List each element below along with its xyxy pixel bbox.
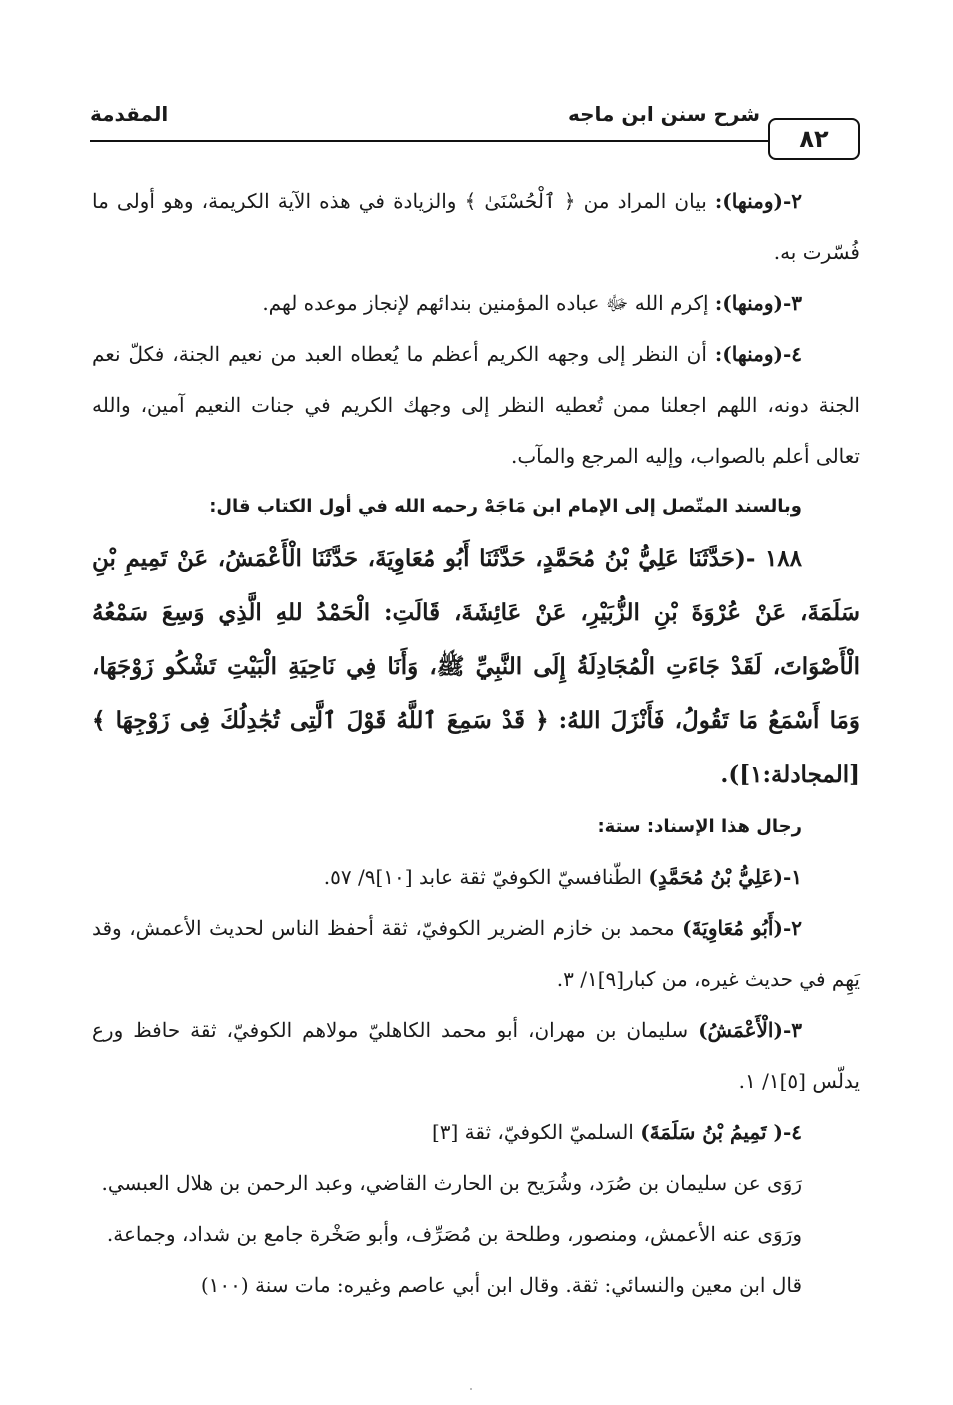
narrator-1 xyxy=(92,852,860,903)
page-body xyxy=(92,176,860,1311)
narrator-4 xyxy=(92,1107,860,1158)
header-rule xyxy=(90,140,860,142)
narrator-2 xyxy=(92,903,860,1005)
narrator-name: ١-(عَلِيُّ بْنُ مُحَمَّدٍ) xyxy=(648,865,802,889)
book-title: شرح سنن ابن ماجه xyxy=(567,102,760,126)
hadith-body: ١٨٨ -(حَدَّثَنَا عَلِيُّ بْنُ مُحَمَّدٍ، حَدَّثَنَا أَبُو مُعَاوِيَةَ، حَدَّثَنَا الْأَعْمَشُ، عَنْ تَمِيمِ بْنِ سَلَمَةَ، عَنْ عُرْوَةَ بْنِ الزُّبَيْرِ، عَنْ عَائِشَةَ، قَالَتِ: الْحَمْدُ للهِ الَّذِي وَسِعَ سَمْعُهُ الْأَصْوَاتَ، لَقَدْ جَاءَتِ الْمُجَادِلَةُ إِلَى النَّبِيِّ ﷺ، وَأَنَا فِي نَاحِيَةِ الْبَيْتِ تَشْكُو زَوْجَهَا، وَمَا أَسْمَعُ مَا تَقُولُ، فَأَنْزَلَ اللهُ: ﴿ قَدْ سَمِعَ ٱللَّهُ قَوْلَ ٱلَّتِى تُجَٰدِلُكَ فِى زَوْجِهَا ﴾ [المجادلة:١]) xyxy=(92,545,860,788)
page-number: ٨٢ xyxy=(768,118,860,160)
scan-speck xyxy=(470,1388,472,1390)
benefit-label: ٣-(ومنها): xyxy=(714,291,802,315)
closing-line: قال ابن معين والنسائي: ثقة. وقال ابن أبي عاصم وغيره: مات سنة (١٠٠) xyxy=(200,1273,802,1297)
benefit-item-3 xyxy=(92,278,860,329)
rijal-heading: رجال هذا الإسناد: ستة: xyxy=(597,816,802,837)
benefit-label: ٢-(ومنها): xyxy=(714,189,802,213)
narrator-name: ٤-( تَمِيمُ بْنُ سَلَمَةَ) xyxy=(640,1120,802,1144)
benefit-item-2 xyxy=(92,176,860,278)
hadith-text xyxy=(92,532,860,802)
riwaya-from: رَوَى عن سليمان بن صُرَد، وشُرَيح بن الحارث القاضي، وعبد الرحمن بن هلال العبسي. xyxy=(101,1171,802,1195)
benefit-label: ٤-(ومنها): xyxy=(714,342,802,366)
benefit-text: أن النظر إلى وجهه الكريم أعظم ما يُعطاه العبد من نعيم الجنة، فكلّ نعم الجنة دونه، اللهم اجعلنا ممن تُعطيه النظر إلى وجهك الكريم في جنات النعيم آمين، والله تعالى أعلم بالصواب، وإليه المرجع والمآب. xyxy=(92,342,860,468)
narrator-name: ٢-(أَبُو مُعَاوِيَةَ) xyxy=(682,916,802,940)
sanad-heading: وبالسند المتّصل إلى الإمام ابن مَاجَهْ رحمه الله في أول الكتاب قال: xyxy=(209,496,802,517)
narrator-3 xyxy=(92,1005,860,1107)
narrator-bio: محمد بن خازم الضرير الكوفيّ، ثقة أحفظ الناس لحديث الأعمش، وقد يَهِم في حديث غيره، من كبار[٩]١/ ٣. xyxy=(92,916,860,991)
narrator-bio: الطّنافسيّ الكوفيّ ثقة عابد [١٠]٩/ ٥٧. xyxy=(323,865,649,889)
narrator-bio: السلميّ الكوفيّ، ثقة [٣] xyxy=(431,1120,641,1144)
benefit-item-4 xyxy=(92,329,860,482)
benefit-text: بيان المراد من ﴿ ٱلْحُسْنَىٰ ﴾ والزيادة في هذه الآية الكريمة، وهو أولى ما فُسّرت به. xyxy=(92,189,860,264)
page-header xyxy=(90,96,860,156)
riwaya-by: ورَوَى عنه الأعمش، ومنصور، وطلحة بن مُصَرِّف، وأبو صَخْرة جامع بن شداد، وجماعة. xyxy=(106,1222,802,1246)
section-title: المقدمة xyxy=(90,102,169,126)
narrator-name: ٣-(الْأَعْمَشُ) xyxy=(698,1018,802,1042)
benefit-text: إكرم الله ﷻ عباده المؤمنين بندائهم لإنجاز موعده لهم. xyxy=(262,291,715,315)
narrator-bio: سليمان بن مهران، أبو محمد الكاهليّ مولاهم الكوفيّ، ثقة حافظ ورع يدلّس [٥]١/ ١. xyxy=(92,1018,860,1093)
hadith-end: . xyxy=(720,761,729,788)
